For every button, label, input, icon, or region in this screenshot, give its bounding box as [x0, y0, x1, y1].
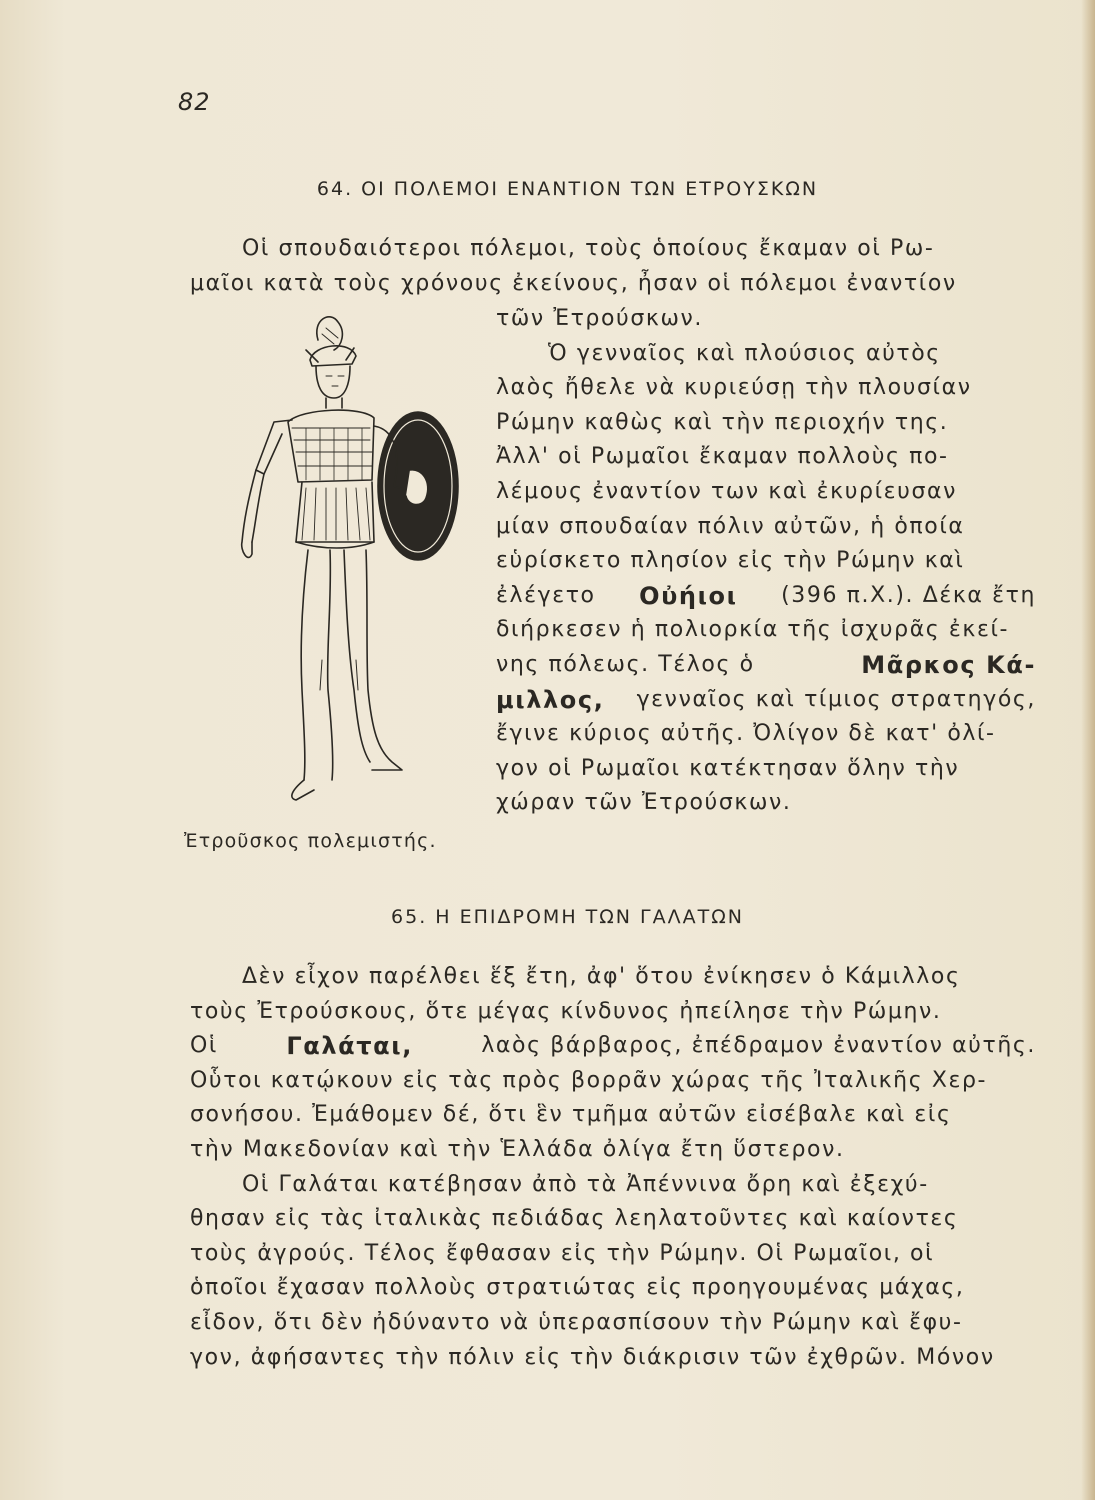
- text-fragment: λαὸς βάρβαρος, ἐπέδραμον ἐναντίον αὐτῆς.: [481, 1033, 1036, 1059]
- place-name-veii: Οὐήιοι: [639, 581, 738, 610]
- text-line: τὴν Μακεδονίαν καὶ τὴν Ἑλλάδα ὀλίγα ἔτη ὕστερον.: [190, 1136, 845, 1162]
- text-line: θησαν εἰς τὰς ἰταλικὰς πεδιάδας λεηλατοῦντες καὶ καίοντες: [190, 1206, 959, 1232]
- text-fragment: γενναῖος καὶ τίμιος στρατηγός,: [636, 686, 1036, 712]
- text-line: λαὸς ἤθελε νὰ κυριεύσῃ τὴν πλουσίαν: [496, 375, 972, 401]
- text-line: γον οἱ Ρωμαῖοι κατέκτησαν ὅλην τὴν: [496, 755, 960, 781]
- etruscan-warrior-illustration: [222, 310, 484, 810]
- text-fragment: (396 π.Χ.). Δέκα ἔτη: [781, 582, 1036, 608]
- text-line: μαῖοι κατὰ τοὺς χρόνους ἐκείνους, ἦσαν οἱ πόλεμοι ἐναντίον: [190, 270, 957, 296]
- text-line: Ἀλλ' οἱ Ρωμαῖοι ἔκαμαν πολλοὺς πο-: [496, 444, 949, 470]
- text-line: [190, 1029, 1036, 1064]
- text-line: τῶν Ἐτρούσκων.: [496, 306, 704, 331]
- text-line: σονήσου. Ἐμάθομεν δέ, ὅτι ἓν τμῆμα αὐτῶν εἰσέβαλε καὶ εἰς: [190, 1102, 952, 1128]
- section-65-body: [190, 960, 1036, 1375]
- text-line: εὑρίσκετο πλησίον εἰς τὴν Ρώμην καὶ: [496, 548, 965, 574]
- text-line: [496, 648, 1036, 683]
- text-line: τοὺς Ἐτρούσκους, ὅτε μέγας κίνδυνος ἠπείλησε τὴν Ρώμην.: [190, 998, 942, 1024]
- text-line: Οἱ Γαλάται κατέβησαν ἀπὸ τὰ Ἀπέννινα ὄρη καὶ ἐξεχύ-: [242, 1171, 929, 1197]
- text-line: ὁποῖοι ἔχασαν πολλοὺς στρατιώτας εἰς προηγουμένας μάχας,: [190, 1275, 965, 1301]
- people-name-gauls: Γαλάται,: [286, 1032, 413, 1061]
- section-heading-65: 65. Η ΕΠΙΔΡΟΜΗ ΤΩΝ ΓΑΛΑΤΩΝ: [391, 906, 744, 928]
- person-name-camillus: μιλλος,: [496, 685, 605, 714]
- text-line: Οἱ σπουδαιότεροι πόλεμοι, τοὺς ὁποίους ἔκαμαν οἱ Ρω-: [242, 236, 935, 261]
- text-line: εἶδον, ὅτι δὲν ἠδύναντο νὰ ὑπερασπίσουν τὴν Ρώμην καὶ ἔφυ-: [190, 1309, 963, 1335]
- text-line: διήρκεσεν ἡ πολιορκία τῆς ἰσχυρᾶς ἐκεί-: [496, 617, 1010, 643]
- text-line: χώραν τῶν Ἐτρούσκων.: [496, 790, 792, 816]
- page-edge: [1081, 0, 1095, 1500]
- text-fragment: Οἱ: [190, 1033, 218, 1059]
- section-64-intro: [190, 232, 1036, 301]
- text-line: λέμους ἐναντίον των καὶ ἐκυρίευσαν: [496, 478, 958, 504]
- person-name-marcus: Μᾶρκος Κά-: [861, 650, 1036, 679]
- section-64-column: [496, 302, 1036, 821]
- figure-caption: Ἐτροῦσκος πολεμιστής.: [184, 830, 437, 852]
- text-line: ἔγινε κύριος αὐτῆς. Ὀλίγον δὲ κατ' ὀλί-: [496, 721, 996, 747]
- text-fragment: ἐλέγετο: [496, 582, 596, 608]
- section-heading-64: 64. ΟΙ ΠΟΛΕΜΟΙ ΕΝΑΝΤΙΟΝ ΤΩΝ ΕΤΡΟΥΣΚΩΝ: [316, 178, 819, 200]
- text-fragment: νης πόλεως. Τέλος ὁ: [496, 651, 755, 677]
- text-line: μίαν σπουδαίαν πόλιν αὐτῶν, ἡ ὁποία: [496, 513, 965, 539]
- text-line: γον, ἀφήσαντες τὴν πόλιν εἰς τὴν διάκρισιν τῶν ἐχθρῶν. Μόνον: [190, 1344, 995, 1370]
- page-number: 82: [178, 88, 211, 116]
- text-line: [496, 683, 1036, 718]
- text-line: Δὲν εἶχον παρέλθει ἕξ ἔτη, ἀφ' ὅτου ἐνίκησεν ὁ Κάμιλλος: [242, 964, 961, 989]
- text-line: Ὁ γενναῖος καὶ πλούσιος αὐτὸς: [548, 340, 941, 366]
- text-line: Οὗτοι κατῴκουν εἰς τὰς πρὸς βορρᾶν χώρας τῆς Ἰταλικῆς Χερ-: [190, 1067, 988, 1093]
- text-line: τοὺς ἀγρούς. Τέλος ἔφθασαν εἰς τὴν Ρώμην. Οἱ Ρωμαῖοι, οἱ: [190, 1240, 935, 1266]
- text-line: Ρώμην καθὼς καὶ τὴν περιοχήν της.: [496, 409, 949, 435]
- text-line: [496, 579, 1036, 614]
